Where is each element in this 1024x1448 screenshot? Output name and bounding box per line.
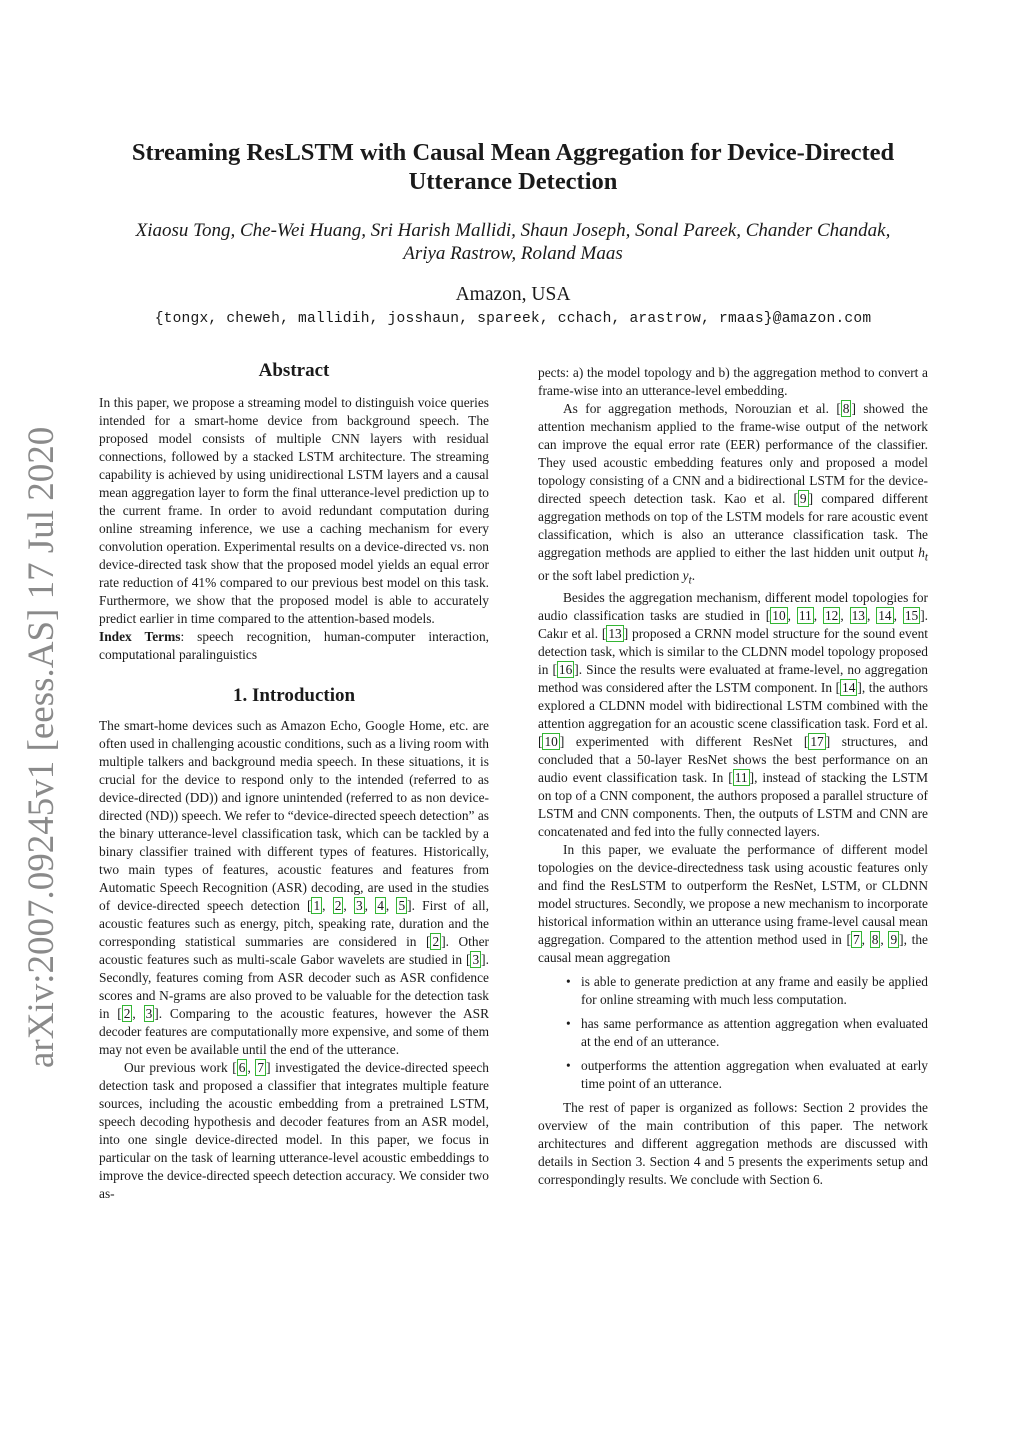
bullet-list (538, 973, 928, 1093)
citation-link[interactable]: 14 (878, 608, 892, 624)
citation-link[interactable]: 9 (890, 932, 898, 948)
citation-link[interactable]: 9 (799, 491, 807, 506)
citation-link[interactable]: 3 (472, 952, 480, 967)
citation-link[interactable]: 1 (313, 898, 321, 913)
authors-line-2: Ariya Rastrow, Roland Maas (403, 243, 623, 264)
text-run: , the causal mean aggregation (538, 932, 928, 966)
citation-link[interactable]: 13 (851, 608, 865, 624)
right-paragraph-1: As for aggregation methods, Norouzian et al. [ 8 ] showed the attention mechanism applied to the frame-wise output of the network can improve the equal error rate (EER) performance of the classifier. They used acoustic embedding features only and proposed a model topology consisting of a CNN and a bidirectional LSTM for the device-directed speech detection task. Kao et al. [ 9 ] compared different aggregation methods on top of the LSTM models for rare acoustic event classification, which is also an utterance classification task. The aggregation methods are applied to either the last hidden unit output $h_t$ or the soft label prediction $y_t$. (538, 401, 928, 587)
citation-link[interactable]: 11 (734, 770, 748, 786)
author-list (90, 219, 936, 265)
text-run: investigated the device-directed speech detection task and proposed a classifier that integrates multiple feature sources, including the acoustic embedding from a pretrained LSTM, speech decoding hypothesis and decoder features from an ASR model, into one single device-directed model. In this paper, we focus in particular on the task of learning utterance-level acoustic embeddings to improve the device-directed speech detection accuracy. We consider two as- (99, 1060, 489, 1201)
right-paragraph-4: The rest of paper is organized as follows: Section 2 provides the overview of the main contribution of this paper. The network architectures and different aggregation methods are discussed with details in Section 3. Section 4 and 5 presents the experiments setup and correspondingly results. We conclude with Section 6. (538, 1100, 928, 1188)
citation-link[interactable]: 7 (852, 932, 860, 948)
right-paragraph-0: pects: a) the model topology and b) the aggregation method to convert a frame-wise into an utterance-level embedding. (538, 365, 928, 398)
citation-link[interactable]: 17 (810, 734, 824, 750)
text-run: . Other acoustic features such as multi-scale Gabor wavelets are studied in (99, 934, 490, 967)
right-paragraph-3: In this paper, we evaluate the performance of different model topologies on the device-directedness task using acoustic features only and find the ResLSTM to outperform the ResNet, LSTM, or CLDNN model structures. Secondly, we propose a new mechanism to incorporate historical information within an utterance using frame-level causal mean aggregation. Compared to the attention method used in [ 7 , 8 , 9 ], the causal mean aggregation (538, 842, 928, 966)
text-run: , instead of stacking the LSTM on top of a CNN component, the authors proposed a parallel structure of LSTM and CNN components. Then, the outputs of LSTM and CNN are concatenated and fed into the fully connected layers. (538, 770, 928, 840)
abstract-heading: Abstract (258, 360, 330, 381)
citation-link[interactable]: 16 (558, 662, 573, 678)
text-run: . Cakır et al. (538, 608, 929, 642)
citation-link[interactable]: 2 (123, 1006, 131, 1021)
bullet-item: • is able to generate prediction at any frame and easily be applied for online streaming with much less computation. (581, 973, 928, 1009)
text-run: , the authors explored a CLDNN model with bidirectional LSTM combined with the attention aggregation for an acoustic scene classification task. Ford et al. (538, 680, 929, 732)
citation-link[interactable]: 15 (904, 608, 919, 624)
text-run: . (691, 567, 696, 583)
text-run: structures, and concluded that a 50-layer ResNet shows the best performance on an audio event classification task. In (538, 734, 928, 786)
citation-link[interactable]: 5 (398, 898, 406, 913)
text-run: or the soft label prediction (538, 567, 683, 583)
bullet-item: • has same performance as attention aggregation when evaluated at the end of an utterance. (581, 1015, 928, 1051)
citation-link[interactable]: 3 (145, 1006, 153, 1021)
text-run: Our previous work (124, 1060, 233, 1075)
citation-link[interactable]: 2 (432, 934, 440, 949)
citation-link[interactable]: 8 (871, 932, 879, 948)
index-terms (99, 628, 489, 664)
text-run: As for aggregation methods, Norouzian et al. (563, 401, 837, 416)
paper-title: Streaming ResLSTM with Causal Mean Aggregation for Device-Directed Utterance Detection (131, 139, 895, 195)
text-run: . Comparing to the acoustic features, however the ASR decoder features are computationally more expensive, and some of them may not even be available until the end of the utterance. (99, 1006, 489, 1057)
text-run: . Secondly, features coming from ASR decoder such as ASR confidence scores and N-grams are also proved to be valuable for the detection task in (99, 952, 489, 1021)
arxiv-stamp: arXiv:2007.09245v1 [eess.AS] 17 Jul 2020 (21, 426, 62, 1068)
citation-link[interactable]: 10 (772, 608, 786, 624)
text-run: The smart-home devices such as Amazon Echo, Google Home, etc. are often used in challenging acoustic conditions, such as a living room with multiple talkers and background media speech. In these situations, it is crucial for the device to respond only to the intended (referred to as device-directed (DD)) and ignore unintended (referred to as non device-directed (ND)) speech. We refer to “device-directed speech detection” as the binary utterance-level classification task, which can be tackled by a binary classifier trained with different types of features. Historically, two main types of features, acoustic features and features from Automatic Speech Recognition (ASR) decoding, are used in the studies of device-directed speech detection (99, 718, 489, 913)
text-run: . Since the results were evaluated at frame-level, no aggregation method was considered after the LSTM component. In (538, 662, 928, 696)
index-terms-label: Index Terms (99, 629, 181, 644)
text-run: showed the attention mechanism applied to the frame-wise output of the network can improve the equal error rate (EER) performance of the classifier. They used acoustic embedding features only and proposed a model topology consisting of a CNN and a bidirectional LSTM for the device-directed speech detection task. Kao et al. (538, 401, 928, 506)
left-column (99, 358, 489, 1203)
citation-link[interactable]: 8 (842, 401, 850, 416)
bullet-item: • outperforms the attention aggregation when evaluated at early time point of an utterance. (581, 1057, 928, 1093)
text-run: proposed a CRNN model structure for the sound event detection task, which is similar to the CLDNN model topology proposed in (538, 626, 928, 678)
citation-link[interactable]: 7 (257, 1060, 265, 1075)
citation-link[interactable]: 2 (334, 898, 342, 913)
affiliation: Amazon, USA (455, 284, 571, 305)
authors-line-1: Xiaosu Tong, Che-Wei Huang, Sri Harish Mallidi, Shaun Joseph, Sonal Pareek, Chander Chandak, (135, 220, 891, 241)
citation-link[interactable]: 3 (355, 898, 363, 913)
citation-link[interactable]: 14 (842, 680, 856, 696)
introduction-heading: 1. Introduction (232, 685, 356, 706)
citation-link[interactable]: 4 (377, 898, 384, 913)
math-sub: t (688, 574, 692, 587)
citation-link[interactable]: 13 (608, 626, 622, 642)
citation-link[interactable]: 11 (798, 608, 812, 624)
citation-link[interactable]: 6 (238, 1060, 246, 1075)
citation-link[interactable]: 12 (824, 608, 839, 624)
intro-paragraph-1: The smart-home devices such as Amazon Echo, Google Home, etc. are often used in challenging acoustic conditions, such as a living room with multiple talkers and background media speech. In these situations, it is crucial for the device to respond only to the intended (referred to as device-directed (DD)) and ignore unintended (referred to as non device-directed (ND)) speech. We refer to “device-directed speech detection” as the binary utterance-level classification task, which can be tackled by a binary classifier trained with different types of features. Historically, two main types of features, acoustic features and features from Automatic Speech Recognition (ASR) decoding, are used in the studies of device-directed speech detection [ 1 , 2 , 3 , 4 , 5 ]. First of all, acoustic features such as energy, pitch, speaking rate, duration and the corresponding statistical summaries are considered in [ 2 ]. Other acoustic features such as multi-scale Gabor wavelets are studied in [ 3 ]. Secondly, features coming from ASR decoder such as ASR confidence scores and N-grams are also proved to be valuable for the detection task in [ 2 , 3 ]. Comparing to the acoustic features, however the ASR decoder features are computationally more expensive, and some of them may not even be available until the end of the utterance. (99, 718, 490, 1057)
author-emails: {tongx, cheweh, mallidih, josshaun, spareek, cchach, arastrow, rmaas}@amazon.com (154, 311, 872, 327)
math-y: y (682, 567, 689, 583)
text-run: In this paper, we evaluate the performance of different model topologies on the device-directedness task using acoustic features only and find the ResLSTM to outperform the ResNet, LSTM, or CLDNN model structures. Secondly, we propose a new mechanism to incorporate historical information within an utterance using frame-level causal mean aggregation. Compared to the attention method used in (538, 842, 928, 948)
intro-paragraph-2: Our previous work [ 6 , 7 ] investigated the device-directed speech detection task and proposed a classifier that integrates multiple feature sources, including the acoustic embedding from a pretrained LSTM, speech decoding hypothesis and decoder features from an ASR model, into one single device-directed model. In this paper, we focus in particular on the task of learning utterance-level acoustic embeddings to improve the device-directed speech detection accuracy. We consider two as- (99, 1060, 489, 1201)
index-terms-text: : speech recognition, human-computer interaction, computational paralinguistics (99, 629, 489, 662)
text-run: experimented with different ResNet (564, 734, 804, 750)
math-sub: t (924, 551, 928, 564)
citation-link[interactable]: 10 (544, 734, 558, 750)
text-run: Besides the aggregation mechanism, different model topologies for audio classification tasks are studied in (538, 590, 928, 624)
right-column (538, 364, 928, 1189)
text-run: . First of all, acoustic features such as energy, pitch, speaking rate, duration and the corresponding statistical summaries are considered in (99, 898, 489, 949)
right-paragraph-2: Besides the aggregation mechanism, different model topologies for audio classification tasks are studied in [ 10 , 11 , 12 , 13 , 14 , 15 ]. Cakır et al. [ 13 ] proposed a CRNN model structure for the sound event detection task, which is similar to the CLDNN model topology proposed in [ 16 ]. Since the results were evaluated at frame-level, no aggregation method was considered after the LSTM component. In [ 14 ], the authors explored a CLDNN model with bidirectional LSTM combined with the attention aggregation for an acoustic scene classification task. Ford et al. [ 10 ] experimented with different ResNet [ 17 ] structures, and concluded that a 50-layer ResNet shows the best performance on an audio event classification task. In [ 11 ], instead of stacking the LSTM on top of a CNN component, the authors proposed a parallel structure of LSTM and CNN components. Then, the outputs of LSTM and CNN are concatenated and fed into the fully connected layers. (538, 590, 929, 840)
math-h: h (918, 545, 925, 560)
abstract-text: In this paper, we propose a streaming model to distinguish voice queries intended for a smart-home device from background speech. The proposed model consists of multiple CNN layers with residual connections, followed by a stacked LSTM architecture. The streaming capability is achieved by using unidirectional LSTM layers and a causal mean aggregation layer to form the final utterance-level prediction up to the current frame. In order to avoid redundant computation during online streaming inference, we use a caching mechanism for every convolution operation. Experimental results on a device-directed vs. non device-directed task show that the proposed model yields an equal error rate reduction of 41% compared to our previous best model on this task. Furthermore, we show that the proposed model is able to accurately predict earlier in time compared to the attention-based models. (99, 395, 489, 626)
text-run: compared different aggregation methods on top of the LSTM models for rare acoustic event classification, which is also an utterance classification task. The aggregation methods are applied to either the last hidden unit output (538, 491, 928, 560)
